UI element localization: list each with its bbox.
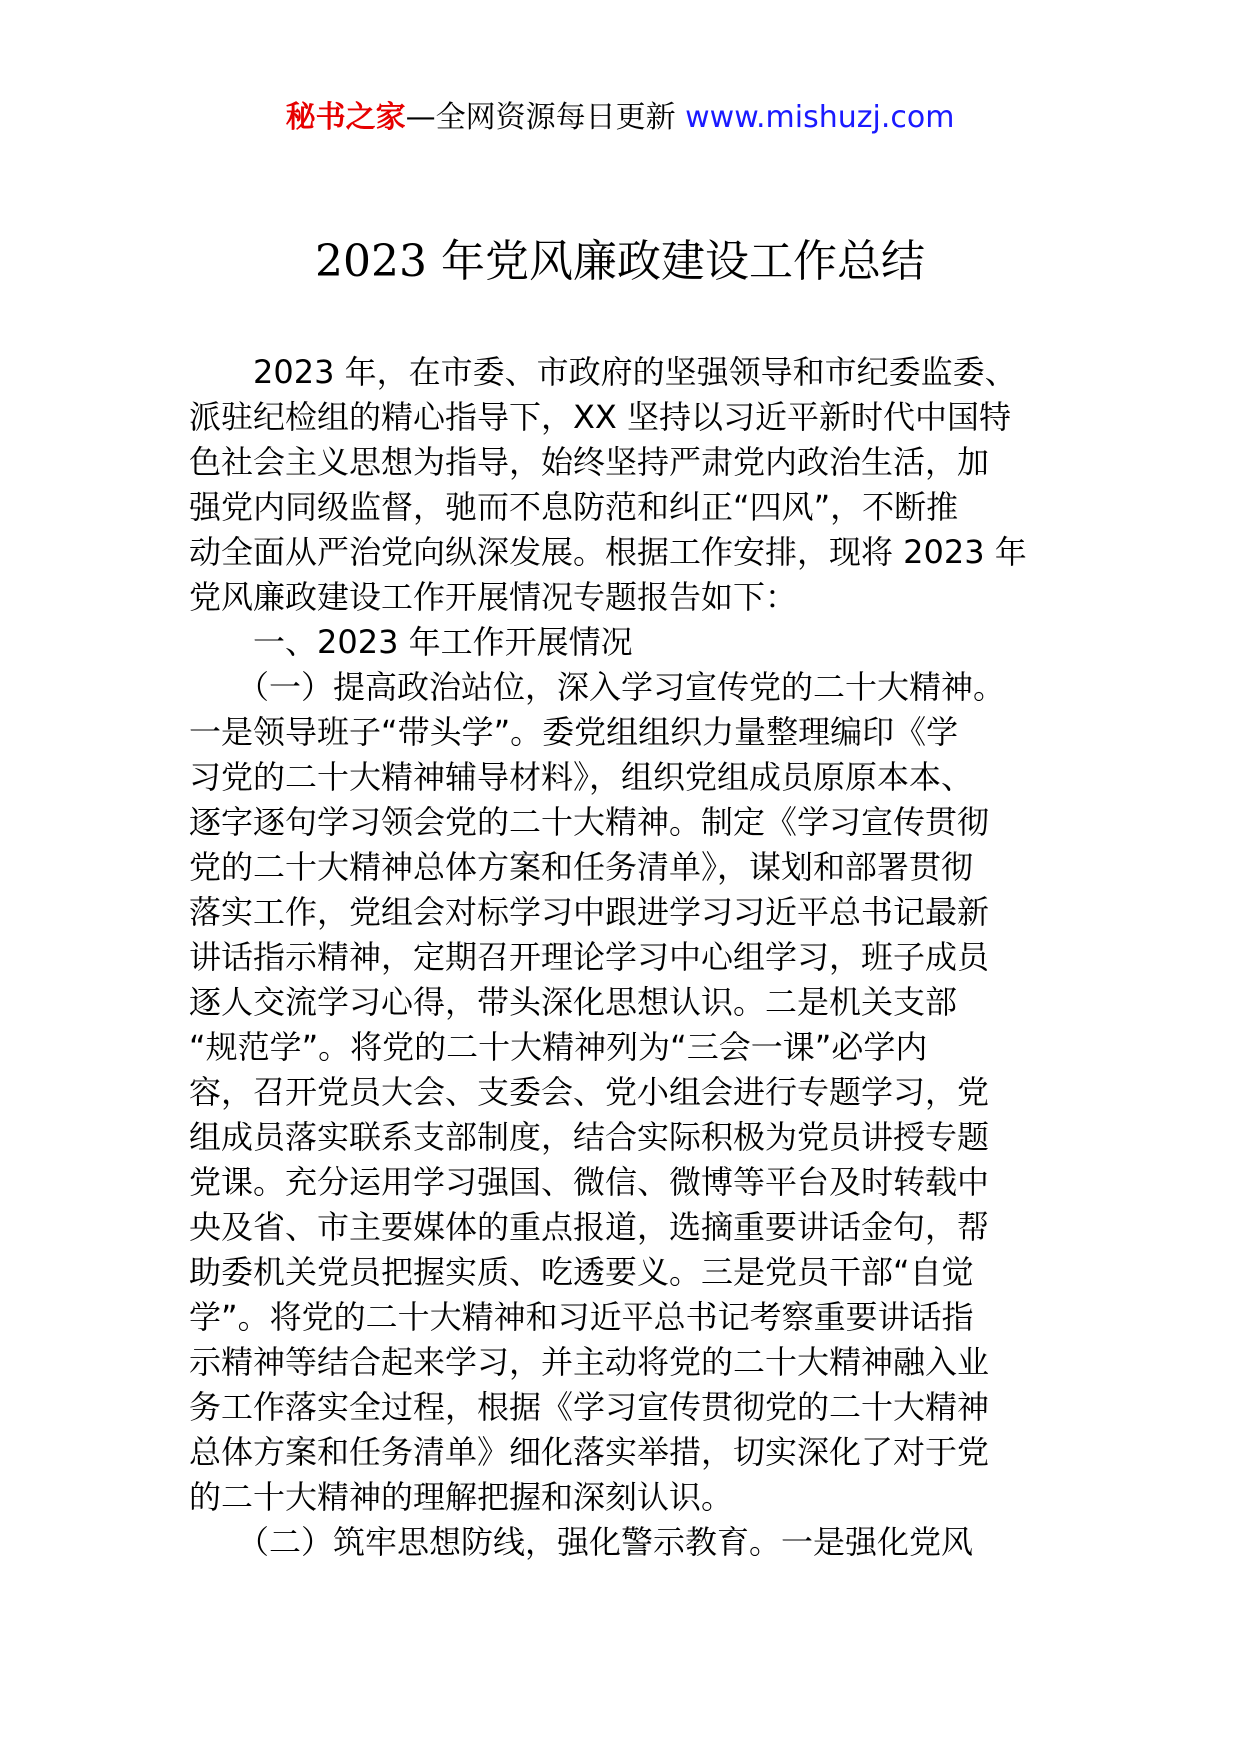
body-line: 示精神等结合起来学习，并主动将党的二十大精神融入业 — [189, 1343, 990, 1381]
body-line: 色社会主义思想为指导，始终坚持严肃党内政治生活，加 — [189, 443, 990, 481]
body-line: 学”。将党的二十大精神和习近平总书记考察重要讲话指 — [189, 1298, 974, 1336]
body-line: 2023 年，在市委、市政府的坚强领导和市纪委监委、 — [189, 353, 1017, 391]
body-line: 一是领导班子“带头学”。委党组组织力量整理编印《学 — [189, 713, 959, 751]
document-body — [189, 350, 1059, 1565]
body-line: 落实工作，党组会对标学习中跟进学习习近平总书记最新 — [189, 893, 990, 931]
body-line: 强党内同级监督，驰而不息防范和纠正“四风”，不断推 — [189, 488, 959, 526]
body-line: “规范学”。将党的二十大精神列为“三会一课”必学内 — [189, 1028, 928, 1066]
document-title: 2023 年党风廉政建设工作总结 — [315, 236, 925, 287]
body-line: 总体方案和任务清单》细化落实举措，切实深化了对于党 — [189, 1433, 990, 1471]
brand-name: 秘书之家 — [285, 100, 406, 135]
site-header — [0, 98, 1240, 138]
body-line: 一、2023 年工作开展情况 — [189, 623, 633, 661]
body-line: 讲话指示精神，定期召开理论学习中心组学习，班子成员 — [189, 938, 990, 976]
body-line: 逐字逐句学习领会党的二十大精神。制定《学习宣传贯彻 — [189, 803, 990, 841]
body-line: 组成员落实联系支部制度，结合实际积极为党员讲授专题 — [189, 1118, 990, 1156]
site-url[interactable]: www.mishuzj.com — [685, 100, 955, 135]
body-line: （二）筑牢思想防线，强化警示教育。一是强化党风 — [189, 1523, 974, 1561]
body-line: 动全面从严治党向纵深发展。根据工作安排，现将 2023 年 — [189, 533, 1027, 571]
body-line: 央及省、市主要媒体的重点报道，选摘重要讲话金句，帮 — [189, 1208, 990, 1246]
body-line: （一）提高政治站位，深入学习宣传党的二十大精神。 — [189, 668, 1006, 706]
body-line: 党风廉政建设工作开展情况专题报告如下： — [189, 578, 798, 616]
body-line: 党课。充分运用学习强国、微信、微博等平台及时转载中 — [189, 1163, 990, 1201]
header-tagline: —全网资源每日更新 — [405, 100, 686, 135]
body-line: 党的二十大精神总体方案和任务清单》，谋划和部署贯彻 — [189, 848, 974, 886]
body-line: 的二十大精神的理解把握和深刻认识。 — [189, 1478, 734, 1516]
body-line: 派驻纪检组的精心指导下，XX 坚持以习近平新时代中国特 — [189, 398, 1012, 436]
body-line: 务工作落实全过程，根据《学习宣传贯彻党的二十大精神 — [189, 1388, 990, 1426]
body-line: 习党的二十大精神辅导材料》，组织党组成员原原本本、 — [189, 758, 974, 796]
body-line: 容，召开党员大会、支委会、党小组会进行专题学习，党 — [189, 1073, 990, 1111]
body-line: 助委机关党员把握实质、吃透要义。三是党员干部“自觉 — [189, 1253, 974, 1291]
body-line: 逐人交流学习心得，带头深化思想认识。二是机关支部 — [189, 983, 958, 1021]
